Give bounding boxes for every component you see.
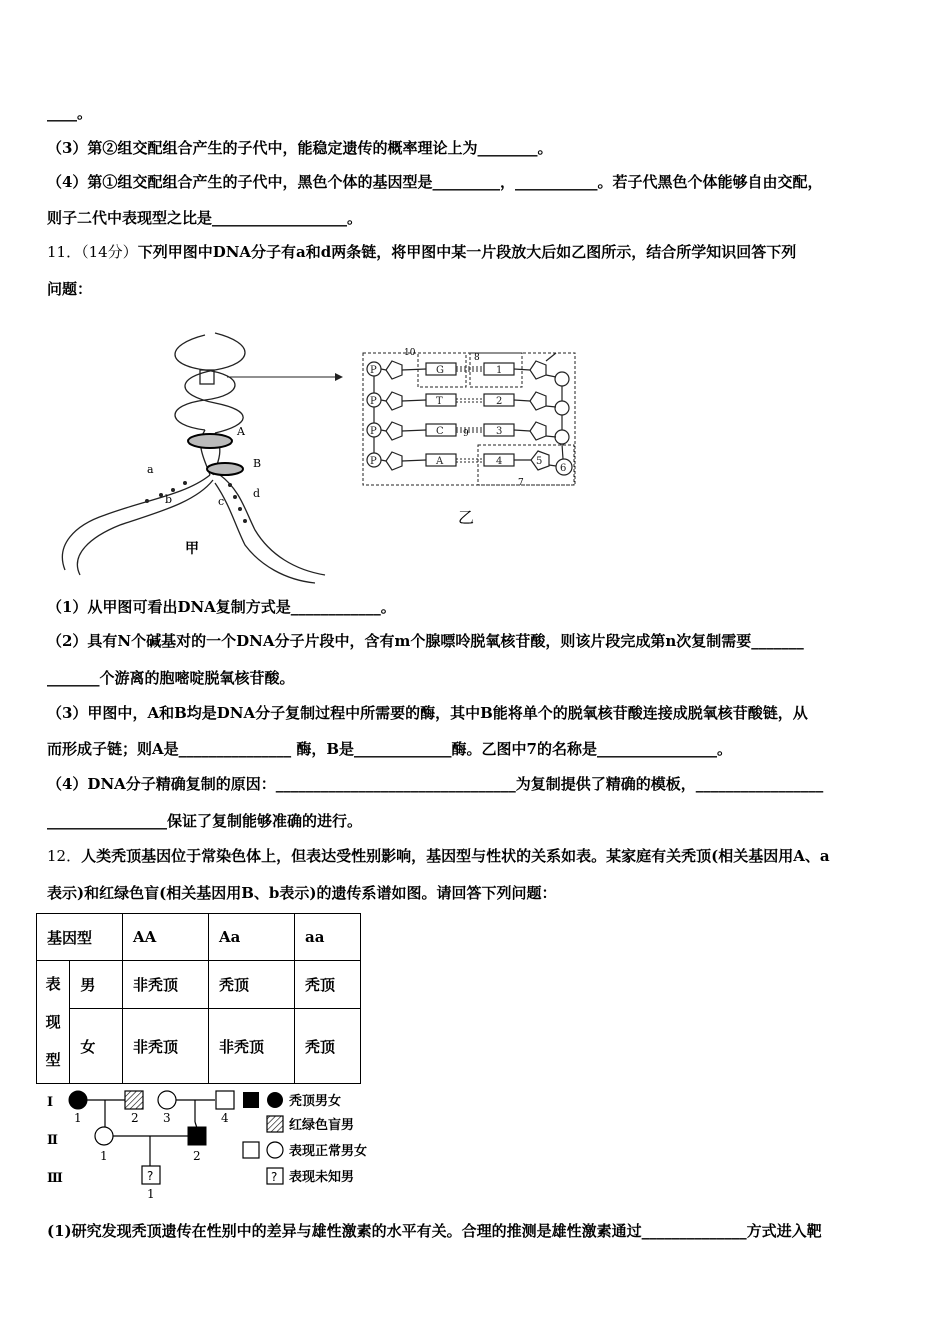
gen2-id: 2 bbox=[193, 1149, 201, 1163]
base-2: 2 bbox=[496, 396, 503, 407]
svg-text:P: P bbox=[370, 396, 377, 407]
generation-II: Ⅱ bbox=[47, 1133, 58, 1148]
q11-sub3: （3）甲图中，A和B均是DNA分子复制过程中所需要的酶，其中B能将单个的脱氧核苷酸连接成脱氧核苷酸链，从 bbox=[47, 704, 808, 722]
base-G: G bbox=[436, 365, 444, 376]
q11-sub4-cont: ________________保证了复制能够准确的进行。 bbox=[47, 812, 363, 830]
label-10: 10 bbox=[404, 348, 416, 358]
strand-d-label: d bbox=[253, 487, 261, 500]
label-B: B bbox=[253, 457, 262, 470]
genotype-phenotype-table bbox=[36, 913, 361, 1084]
table-header-cell: Aa bbox=[209, 914, 295, 961]
q12-number: 12． bbox=[47, 847, 82, 865]
table-header-cell: aa bbox=[295, 914, 361, 961]
strand-c-label: c bbox=[218, 495, 225, 508]
figure-jia-label: 甲 bbox=[185, 541, 199, 557]
generation-I: Ⅰ bbox=[47, 1095, 54, 1110]
gen1-female-bald bbox=[69, 1091, 87, 1109]
gen2-id: 1 bbox=[100, 1149, 108, 1163]
q12-text: 人类秃顶基因位于常染色体上，但表达受性别影响，基因型与性状的关系如表。某家庭有关秃顶(相关基因用A、a bbox=[81, 847, 830, 865]
legend-bald-female bbox=[267, 1092, 283, 1108]
label-8: 8 bbox=[474, 353, 480, 363]
unknown-mark: ? bbox=[147, 1169, 154, 1183]
enzyme-B bbox=[207, 463, 243, 475]
table-row-male bbox=[37, 961, 361, 1009]
gen1-id: 3 bbox=[163, 1111, 171, 1125]
q11-number: 11．（14分） bbox=[47, 243, 138, 261]
q12-sub1: (1)研究发现秃顶遗传在性别中的差异与雄性激素的水平有关。合理的推测是雄性激素通过______________方式进入靶 bbox=[47, 1222, 822, 1240]
gen1-id: 2 bbox=[131, 1111, 139, 1125]
q12-stem-cont: 表示)和红绿色盲(相关基因用B、b表示)的遗传系谱如图。请回答下列问题： bbox=[47, 884, 557, 902]
q11-sub2: （2）具有N个碱基对的一个DNA分子片段中，含有m个腺嘌呤脱氧核苷酸，则该片段完成第n次复制需要_______ bbox=[47, 632, 804, 650]
answer-blank-line: ____。 bbox=[47, 104, 93, 122]
q10-sub4-cont: 则子二代中表现型之比是__________________。 bbox=[47, 209, 363, 227]
generation-III: Ⅲ bbox=[47, 1171, 63, 1186]
gen1-female-normal bbox=[158, 1091, 176, 1109]
strand-a-label: a bbox=[147, 463, 154, 476]
q10-sub3: （3）第②组交配组合产生的子代中，能稳定遗传的概率理论上为________。 bbox=[47, 139, 553, 157]
q11-sub2-cont: _______个游离的胞嘧啶脱氧核苷酸。 bbox=[47, 669, 295, 687]
table-cell: 秃顶 bbox=[295, 961, 361, 1009]
table-cell: 非秃顶 bbox=[123, 1009, 209, 1084]
gen2-female-normal bbox=[95, 1127, 113, 1145]
base-C: C bbox=[436, 426, 444, 437]
legend-label: 红绿色盲男 bbox=[289, 1118, 355, 1133]
q11-sub1: （1）从甲图可看出DNA复制方式是____________。 bbox=[47, 598, 396, 616]
gen1-id: 1 bbox=[74, 1111, 82, 1125]
legend-colorblind-male bbox=[267, 1116, 283, 1132]
legend-bald-male bbox=[243, 1092, 259, 1108]
table-cell: 非秃顶 bbox=[209, 1009, 295, 1084]
sex-female: 女 bbox=[70, 1009, 123, 1084]
q12-stem bbox=[47, 846, 830, 866]
sex-male: 男 bbox=[70, 961, 123, 1009]
q11-stem-cont: 问题： bbox=[47, 280, 93, 298]
phosphate-label: P bbox=[370, 365, 377, 376]
base-4: 4 bbox=[496, 456, 503, 467]
table-header-row bbox=[37, 914, 361, 961]
q11-stem bbox=[47, 242, 796, 262]
label-A: A bbox=[237, 425, 245, 438]
table-header-cell: 基因型 bbox=[37, 914, 123, 961]
svg-text:P: P bbox=[370, 456, 377, 467]
gen2-male-bald bbox=[188, 1127, 206, 1145]
gen3-id: 1 bbox=[147, 1187, 155, 1201]
pedigree-chart bbox=[45, 1086, 395, 1204]
q10-sub4: （4）第①组交配组合产生的子代中，黑色个体的基因型是_________，___________。若子代黑色个体能够自由交配， bbox=[47, 173, 823, 191]
table-cell: 秃顶 bbox=[209, 961, 295, 1009]
table-row-female bbox=[37, 1009, 361, 1084]
q11-sub3-cont: 而形成子链；则A是_______________ 酶，B是_____________酶。乙图中7的名称是________________。 bbox=[47, 740, 732, 758]
phenotype-label: 表 现 型 bbox=[37, 961, 70, 1084]
legend-normal-female bbox=[267, 1142, 283, 1158]
svg-text:?: ? bbox=[271, 1170, 278, 1184]
base-1: 1 bbox=[496, 365, 503, 376]
base-A: A bbox=[436, 456, 444, 467]
svg-text:P: P bbox=[370, 426, 377, 437]
label-6: 6 bbox=[560, 463, 567, 474]
figure-yi-label: 乙 bbox=[458, 508, 475, 527]
strand-b-label: b bbox=[165, 493, 173, 506]
gen1-male-normal bbox=[216, 1091, 234, 1109]
table-cell: 秃顶 bbox=[295, 1009, 361, 1084]
base-T: T bbox=[436, 396, 443, 407]
q11-sub4: （4）DNA分子精确复制的原因：________________________________为复制提供了精确的模板，_________________ bbox=[47, 775, 824, 793]
legend-label: 秃顶男女 bbox=[289, 1094, 342, 1109]
legend-normal-male bbox=[243, 1142, 259, 1158]
q11-text: 下列甲图中DNA分子有a和d两条链，将甲图中某一片段放大后如乙图所示，结合所学知识回答下列 bbox=[137, 243, 797, 261]
label-9: 9 bbox=[463, 429, 469, 439]
label-7: 7 bbox=[518, 478, 524, 488]
legend-label: 表现未知男 bbox=[289, 1170, 355, 1185]
figure-jia-replication-fork bbox=[45, 325, 345, 585]
table-header-cell: AA bbox=[123, 914, 209, 961]
base-3: 3 bbox=[496, 426, 503, 437]
label-5: 5 bbox=[536, 456, 543, 467]
legend-label: 表现正常男女 bbox=[289, 1144, 368, 1159]
table-cell: 非秃顶 bbox=[123, 961, 209, 1009]
enzyme-A bbox=[188, 434, 232, 448]
gen1-male-colorblind bbox=[125, 1091, 143, 1109]
figure-yi-dna-segment bbox=[360, 345, 585, 530]
gen1-id: 4 bbox=[221, 1111, 229, 1125]
